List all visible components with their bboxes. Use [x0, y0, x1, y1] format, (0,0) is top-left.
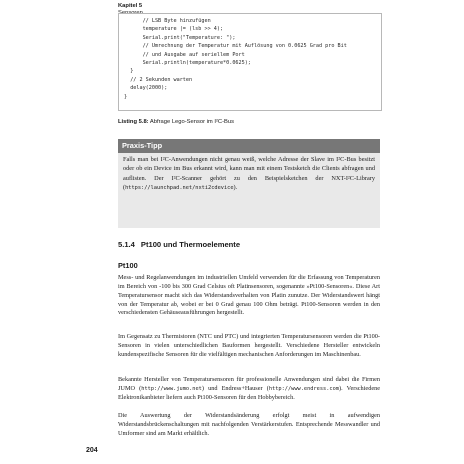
code-line: } [124, 93, 128, 100]
section-title: Pt100 und Thermoelemente [140, 240, 241, 249]
paragraph-1: Mess- und Regelanwendungen im industriellen Umfeld verwenden für die Erfassung von Temperaturen im Bereich von -100 bis 300 Grad Celsius oft Platinsensoren, sogenannte »Pt100-Sensoren«. Diese Art Temperatursensor macht sich das Widerstandsverhalten von Platin zunutze. Der Widerstandswert hängt von der Temperatur ab, wobei er bei 0 Grad genau 100 Ohm beträgt. Pt100-Sensoren werden in den verschiedensten Gehäuseausführungen hergestellt. [118, 274, 380, 317]
tip-text-end: ). [233, 183, 238, 191]
subsection-heading: Pt100 [118, 261, 138, 270]
tip-body [118, 153, 380, 193]
paragraph-3 [118, 376, 380, 403]
tip-url: https://launchpad.net/nxti2cdevice [125, 184, 234, 191]
paragraph-3-part-2: ) und Endress+Hauser ( [201, 384, 269, 392]
section-heading [118, 240, 240, 249]
page-number: 204 [86, 447, 98, 454]
code-listing [118, 13, 382, 111]
caption-text: Abfrage Lego-Sensor im I²C-Bus [149, 119, 234, 125]
chapter-label: Kapitel 5 [118, 3, 143, 9]
code-line: } [124, 68, 134, 75]
code-line: // 2 Sekunden warten [124, 76, 193, 83]
practice-tip-box [118, 139, 380, 228]
tip-title: Praxis-Tipp [118, 139, 380, 153]
listing-caption [118, 119, 234, 125]
endress-url: http://www.endress.com [268, 385, 339, 392]
caption-label: Listing 5.8: [118, 119, 149, 125]
code-line: // LSB Byte hinzufügen [124, 18, 211, 24]
paragraph-3-part-3: ). Verschiedene Elektronikanbieter liefern auch Pt100-Sensoren für den Hobbybereich. [118, 384, 380, 401]
jumo-url: http://www.jumo.net [141, 385, 202, 392]
tip-text: Falls man bei I²C-Anwendungen nicht genau weiß, welche Adresse der Slave im I²C-Bus besitzt oder ob ein Device im Bus erkannt wird, kann man mit einem Testsketch die Clients abfragen und auflisten. Der I²C-Scanner gehört zu den Beispielsketchen der NXT-I²C-Library ( [123, 156, 375, 191]
paragraph-4: Die Auswertung der Widerstandsänderung erfolgt meist in aufwendigen Widerstandsbrückenschaltungen mit nachfolgenden Verstärkerstufen. Entsprechende Messwandler und Umformer sind am Markt erhältlich. [118, 412, 380, 437]
code-line: temperature |= (lsb >> 4); [124, 26, 224, 33]
code-line: // und Ausgabe auf seriellem Port [124, 51, 245, 58]
code-line: Serial.println(temperature*0.0625); [124, 60, 251, 67]
paragraph-2: Im Gegensatz zu Thermistoren (NTC und PTC) und integrierten Temperatursensoren werden die Pt100-Sensoren in vielen unterschiedlichen Bauformen hergestellt. Verschiedene Hersteller entwickeln kundenspezifische Sensoren für die vielfältigen mechanischen Anforderungen im Maschinenbau. [118, 333, 380, 358]
paragraph-3-part-1: Bekannte Hersteller von Temperatursensoren für professionelle Anwendungen sind dabei die Firmen JUMO ( [118, 376, 380, 392]
code-line: // Umrechnung der Temperatur mit Auflösung von 0.0625 Grad pro Bit [124, 43, 347, 50]
code-line: Serial.print("Temperature: "); [124, 34, 236, 41]
code-block [124, 17, 347, 101]
code-line: delay(2000); [124, 85, 168, 92]
section-number: 5.1.4 [118, 240, 135, 249]
